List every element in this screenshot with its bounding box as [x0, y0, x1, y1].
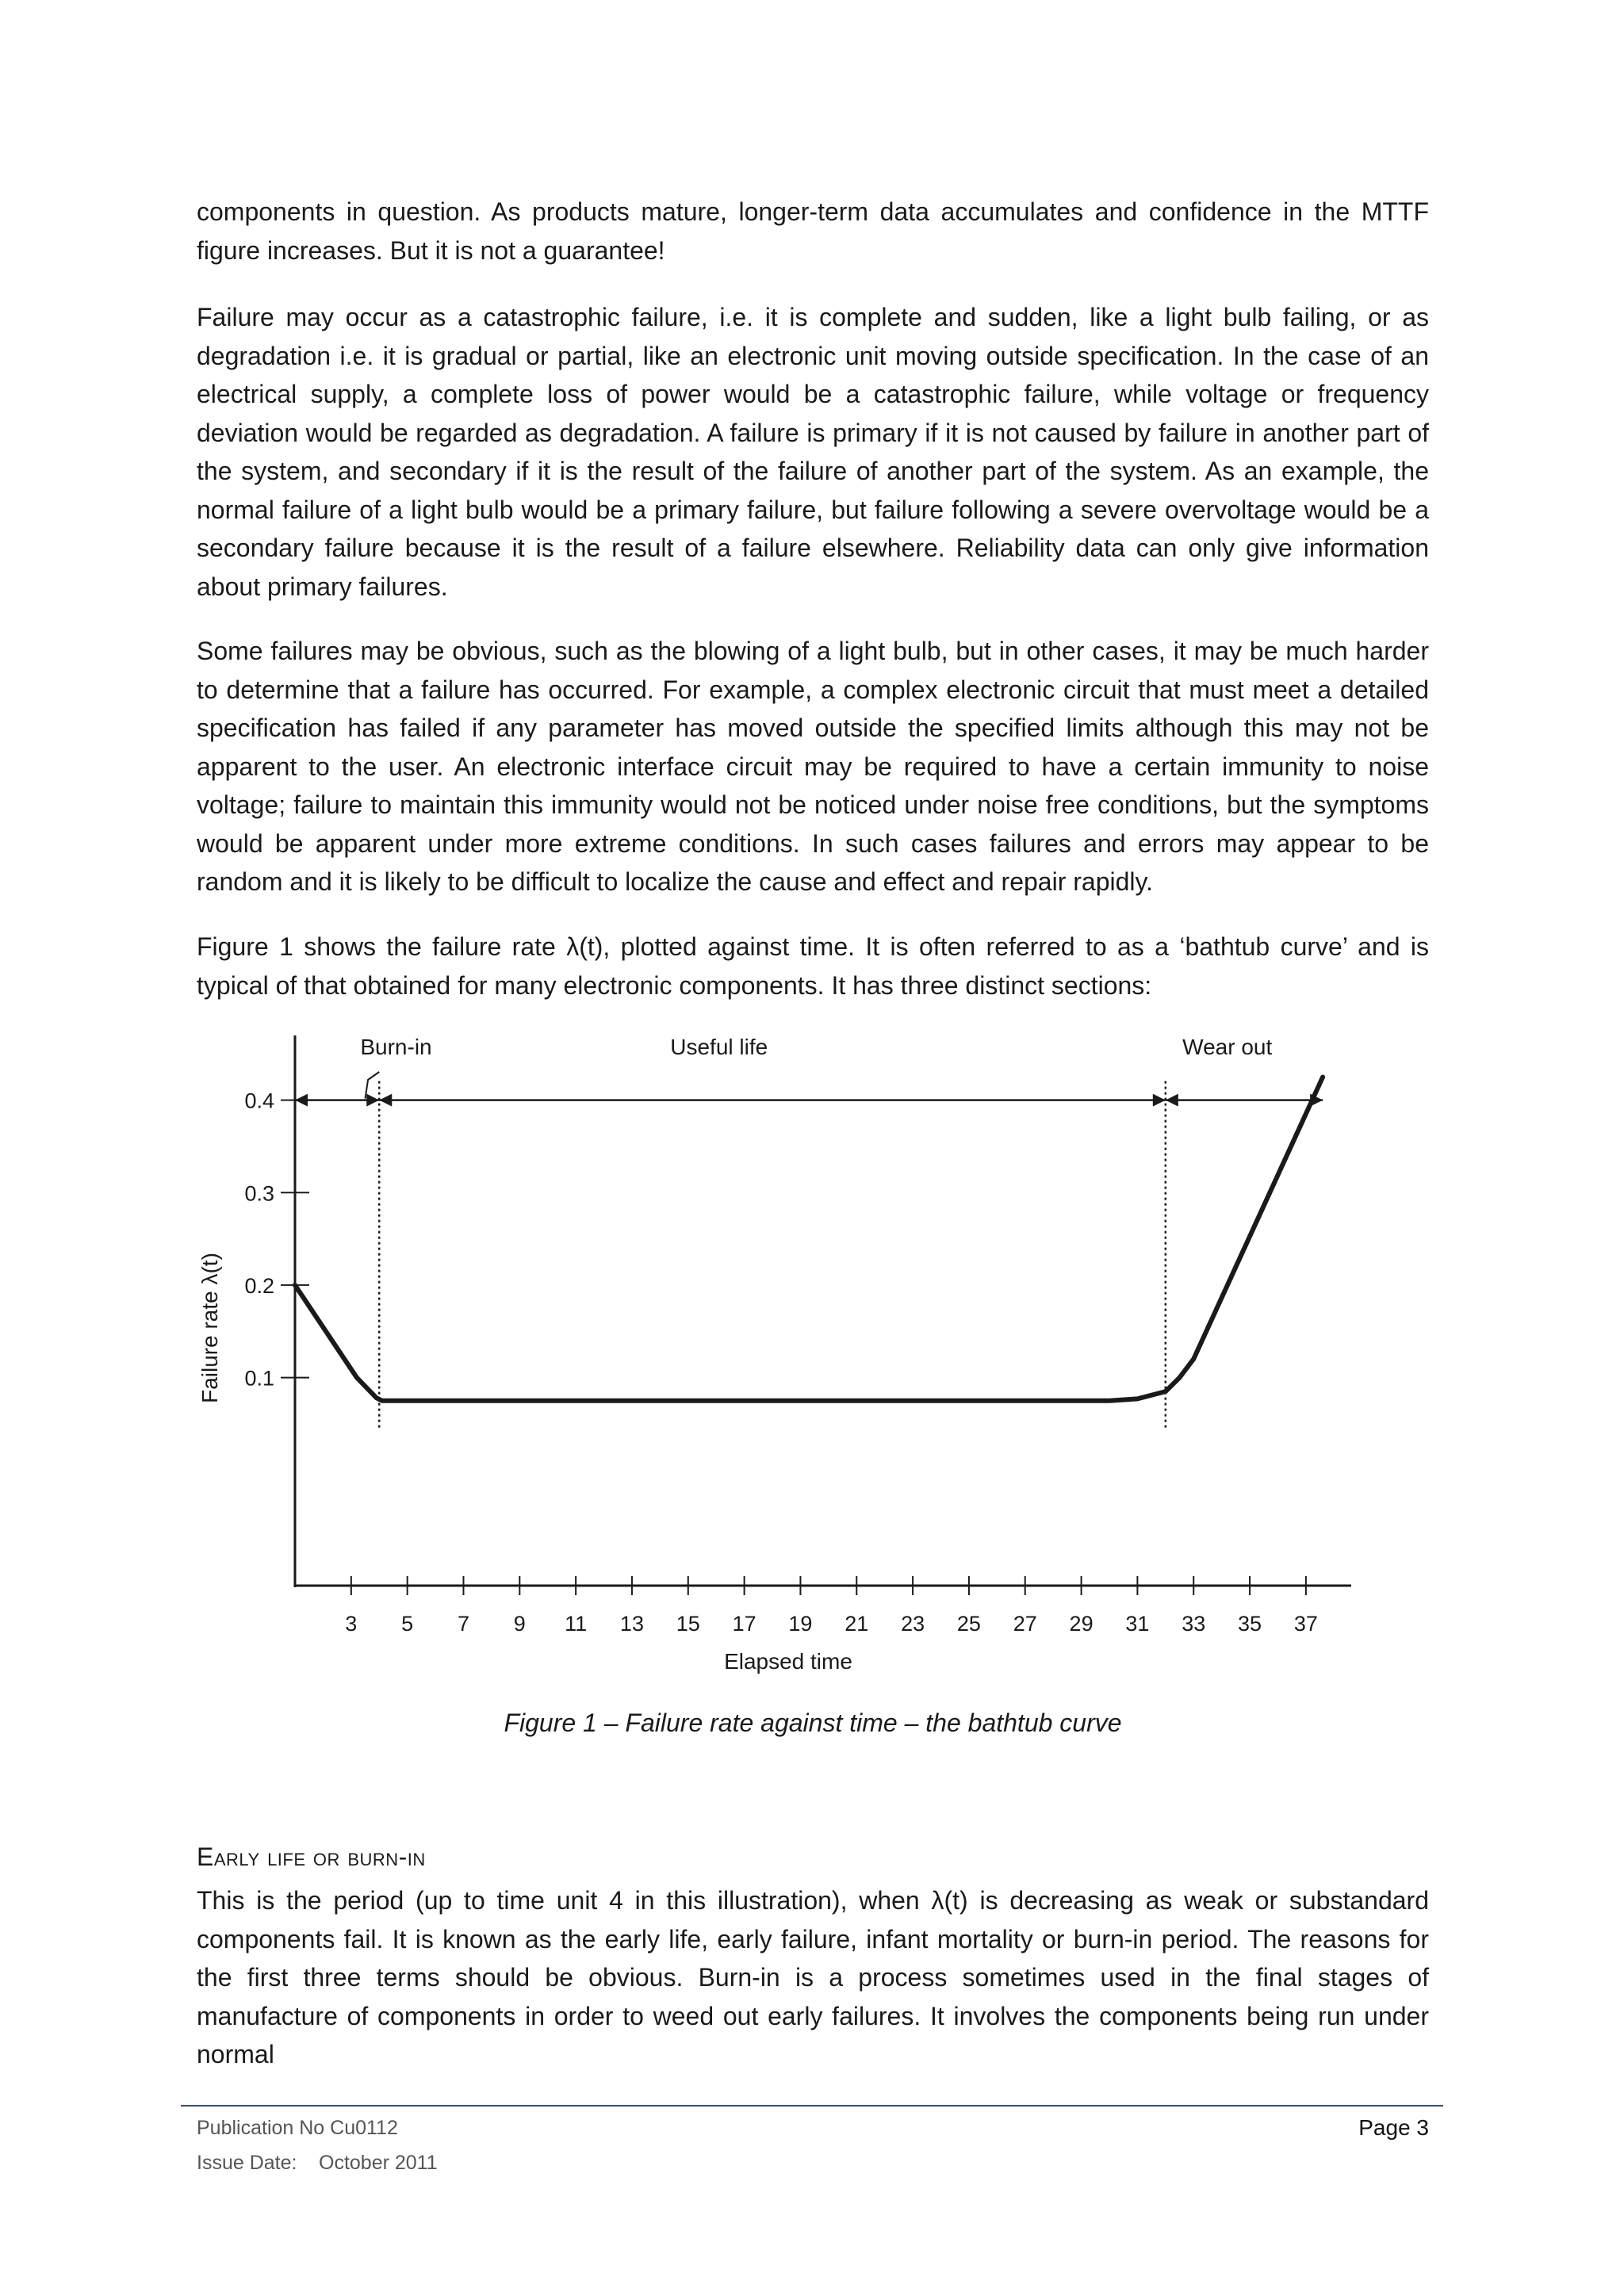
x-tick-label: 21 — [845, 1612, 869, 1636]
arrowhead-right — [1153, 1094, 1166, 1107]
region-label: Burn-in — [360, 1035, 432, 1059]
region-label: Useful life — [670, 1035, 768, 1059]
paragraph-3: Some failures may be obvious, such as the blowing of a light bulb, but in other cases, it may be much harder to determine that a failure has occurred. For example, a complex electronic circuit that must meet a detailed specification has failed if any parameter has moved outside the specified limits although this may not be apparent to the user. An electronic interface circuit may be required to have a certain immunity to noise voltage; failure to maintain this immunity would not be noticed under noise free conditions, but the symptoms would be apparent under more extreme conditions. In such cases failures and errors may appear to be random and it is likely to be difficult to localize the cause and effect and repair rapidly. — [197, 637, 1429, 896]
bathtub-chart — [182, 1023, 1388, 1689]
x-tick-label: 11 — [565, 1612, 588, 1636]
x-tick-label: 3 — [345, 1612, 358, 1636]
issue-date-value: October 2011 — [319, 2152, 438, 2174]
y-tick-label: 0.3 — [244, 1181, 274, 1206]
y-axis-label: Failure rate λ(t) — [197, 1253, 222, 1403]
x-tick-label: 29 — [1069, 1612, 1094, 1636]
y-tick-label: 0.1 — [244, 1366, 274, 1391]
y-tick-label: 0.4 — [244, 1089, 274, 1113]
section-paragraph: This is the period (up to time unit 4 in this illustration), when λ(t) is decreasing as weak or substandard components fail. It is known as the early life, early failure, infant mortality or burn-in period. The reasons for the first three terms should be obvious. Burn-in is a process sometimes used in the final stages of manufacture of components in order to weed out early failures. It involves the components being run under normal — [197, 1886, 1429, 2068]
x-axis-label: Elapsed time — [724, 1649, 852, 1674]
issue-date-label: Issue Date: — [197, 2152, 297, 2174]
x-tick-label: 5 — [401, 1612, 414, 1636]
x-tick-label: 37 — [1293, 1612, 1318, 1636]
arrowhead-left — [1166, 1094, 1178, 1107]
x-tick-label: 25 — [956, 1612, 981, 1636]
x-tick-label: 27 — [1013, 1612, 1037, 1636]
bathtub-figure — [182, 1023, 1388, 1689]
page-number: Page 3 — [1358, 2115, 1429, 2140]
footer-publication: Publication No Cu0112 — [197, 2117, 398, 2139]
section-heading: Early life or burn-in — [197, 1843, 426, 1871]
x-tick-label: 15 — [676, 1612, 700, 1636]
x-tick-label: 23 — [901, 1612, 925, 1636]
region-label: Wear out — [1182, 1035, 1273, 1059]
paragraph-2: Failure may occur as a catastrophic failure, i.e. it is complete and sudden, like a light bulb failing, or as degradation i.e. it is gradual or partial, like an electronic unit moving outside specification. In the case of an electrical supply, a complete loss of power would be a catastrophic failure, while voltage or frequency deviation would be regarded as degradation. A failure is primary if it is not caused by failure in another part of the system, and secondary if it is the result of the failure of another part of the system. As an example, the normal failure of a light bulb would be a primary failure, but failure following a severe overvoltage would be a secondary failure because it is the result of a failure elsewhere. Reliability data can only give information about primary failures. — [197, 303, 1429, 601]
arrowhead-right — [366, 1094, 379, 1107]
y-tick-label: 0.2 — [244, 1273, 274, 1298]
x-tick-label: 17 — [732, 1612, 756, 1636]
x-tick-label: 9 — [513, 1612, 526, 1636]
x-tick-label: 19 — [788, 1612, 813, 1636]
figure-caption: Figure 1 – Failure rate against time – the bathtub curve — [504, 1709, 1122, 1737]
x-tick-label: 7 — [457, 1612, 469, 1636]
paragraph-4: Figure 1 shows the failure rate λ(t), plotted against time. It is often referred to as a ‘bathtub curve’ and is typical of that obtained for many electronic components. It has three distinct sections: — [197, 932, 1429, 1000]
paragraph-1: components in question. As products mature, longer-term data accumulates and confidence in the MTTF figure increases. But it is not a guarantee! — [197, 197, 1429, 265]
x-tick-label: 33 — [1182, 1612, 1206, 1636]
x-tick-label: 35 — [1238, 1612, 1262, 1636]
footer-issue — [197, 2152, 438, 2175]
x-tick-label: 31 — [1125, 1612, 1150, 1636]
failure-rate-curve — [295, 1077, 1323, 1401]
arrowhead-left — [295, 1094, 308, 1107]
arrowhead-left — [379, 1094, 392, 1107]
footer-divider — [181, 2105, 1443, 2107]
x-tick-label: 13 — [619, 1612, 644, 1636]
